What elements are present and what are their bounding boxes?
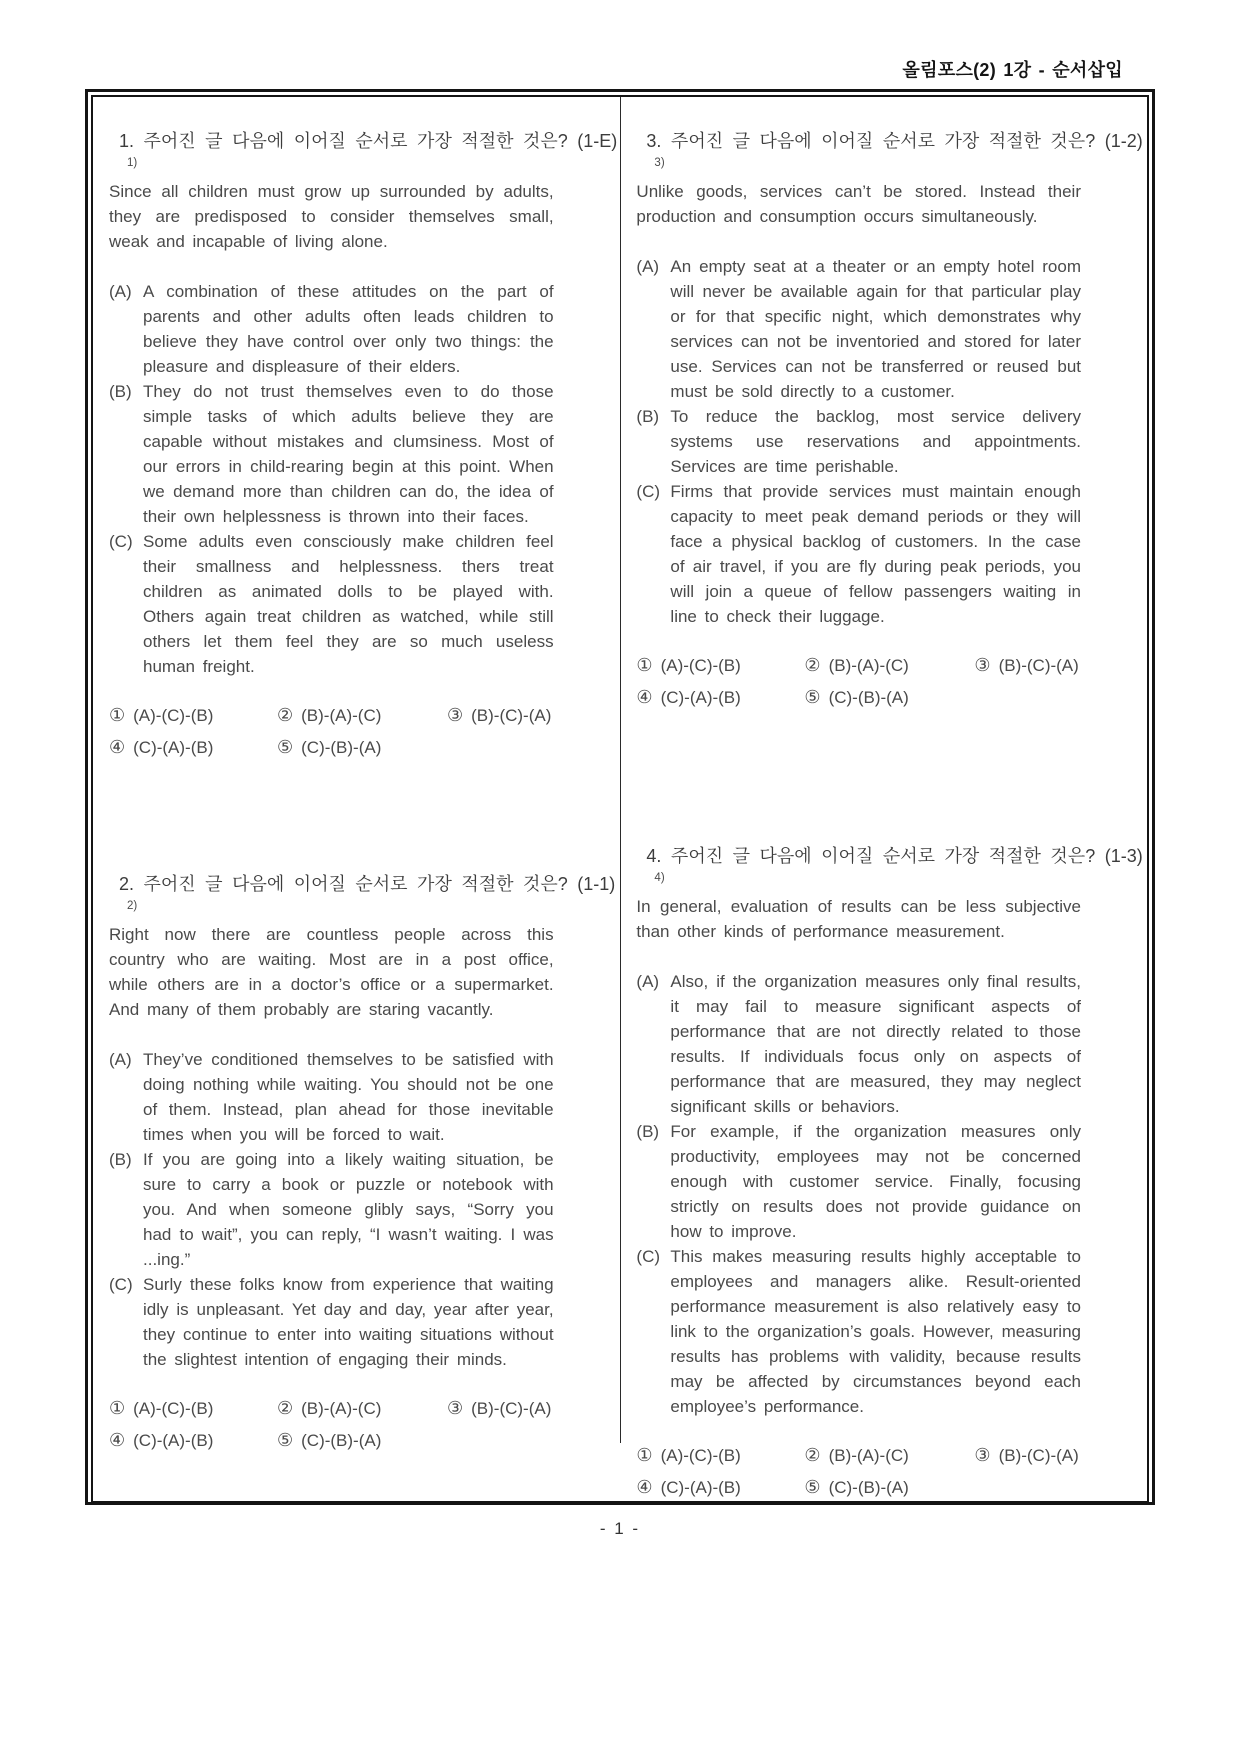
choice-text: (C)-(A)-(B)	[133, 738, 214, 757]
item-label: (A)	[636, 972, 660, 991]
question-1-item-b	[109, 379, 554, 529]
choice-marker: ④	[636, 687, 653, 707]
item-text: Some adults even consciously make children feel their smallness and helplessness. thers treat children as animated dolls to be played with. Others again treat children as watched, while still others let them feel they are so much useless human freight.	[143, 532, 554, 676]
header-title: 올림포스(2) 1강 - 순서삽입	[902, 60, 1123, 80]
question-2-choice-3	[447, 1396, 554, 1421]
choice-text: (C)-(A)-(B)	[660, 688, 741, 707]
question-3-choice-1	[636, 653, 804, 678]
question-2-choices	[109, 1396, 554, 1453]
question-1-choice-4	[109, 735, 277, 760]
question-4-choices	[636, 1443, 1081, 1500]
item-text: Also, if the organization measures only final results, it may fail to measure significant aspects of performance that are not directly related to those results. If individuals focus only on aspects of performance that are measured, they may neglect significant skills or behaviors.	[670, 972, 1081, 1116]
question-4-choice-2	[804, 1443, 974, 1468]
question-1-item-a	[109, 279, 554, 379]
choice-text: (C)-(A)-(B)	[133, 1431, 214, 1450]
choice-text: (C)-(A)-(B)	[660, 1478, 741, 1497]
item-label: (B)	[636, 1122, 660, 1141]
question-2-choice-1	[109, 1396, 277, 1421]
worksheet-border-box	[85, 89, 1155, 1505]
choice-marker: ④	[109, 737, 126, 757]
choice-marker: ①	[636, 1445, 653, 1465]
item-label: (A)	[109, 1050, 132, 1069]
choice-text: (C)-(B)-(A)	[828, 1478, 909, 1497]
choice-text: (C)-(B)-(A)	[301, 1431, 382, 1450]
question-3	[636, 127, 1143, 710]
question-4-item-a	[636, 969, 1081, 1119]
page-number: - 1 -	[599, 1519, 641, 1538]
left-column	[93, 97, 620, 1501]
question-2-choice-5	[277, 1428, 447, 1453]
question-2-item-a	[109, 1047, 554, 1147]
question-1-choice-1	[109, 703, 277, 728]
item-text: For example, if the organization measures only productivity, employees may not be concerned enough with customer service. Finally, focusing strictly on results does not provide guidance on how to improve.	[670, 1122, 1081, 1241]
question-4-choice-3	[974, 1443, 1081, 1468]
page-footer	[0, 1519, 1240, 1539]
question-4-passage: In general, evaluation of results can be less subjective than other kinds of performance measurement.	[636, 897, 1081, 941]
item-text: To reduce the backlog, most service delivery systems use reservations and appointments. Services are time perishable.	[670, 407, 1081, 476]
question-2-title: 2. 주어진 글 다음에 이어질 순서로 가장 적절한 것은? (1-1)	[119, 874, 616, 894]
question-1-passage: Since all children must grow up surrounded by adults, they are predisposed to consider themselves small, weak and incapable of living alone.	[109, 182, 554, 251]
choice-marker: ③	[974, 655, 991, 675]
choice-marker: ②	[277, 1398, 294, 1418]
item-label: (B)	[109, 1150, 132, 1169]
question-2-passage: Right now there are countless people across this country who are waiting. Most are in a post office, while others are in a doctor’s office or a supermarket. And many of them probably are staring vacantly.	[109, 925, 554, 1019]
choice-marker: ①	[109, 705, 126, 725]
choice-marker: ①	[109, 1398, 126, 1418]
item-label: (A)	[109, 282, 132, 301]
question-3-choice-5	[804, 685, 974, 710]
choice-text: (B)-(A)-(C)	[828, 1446, 909, 1465]
question-3-choice-3	[974, 653, 1081, 678]
question-2-item-c	[109, 1272, 554, 1372]
question-2-items	[109, 1047, 554, 1372]
choice-marker: ②	[277, 705, 294, 725]
question-4	[636, 842, 1143, 1500]
item-label: (C)	[109, 1275, 133, 1294]
item-label: (C)	[109, 532, 133, 551]
question-2-item-b	[109, 1147, 554, 1272]
question-3-item-b	[636, 404, 1081, 479]
item-text: Surly these folks know from experience that waiting idly is unpleasant. Yet day and day, year after year, they continue to enter into waiting situations without the slightest intention of engaging their minds.	[143, 1275, 554, 1369]
item-text: A combination of these attitudes on the part of parents and other adults often leads children to believe they have control over only two things: the pleasure and displeasure of their elders.	[143, 282, 554, 376]
question-1-title: 1. 주어진 글 다음에 이어질 순서로 가장 적절한 것은? (1-E)	[119, 131, 618, 151]
question-3-item-a	[636, 254, 1081, 404]
choice-marker: ⑤	[277, 1430, 294, 1450]
choice-marker: ④	[109, 1430, 126, 1450]
question-4-title: 4. 주어진 글 다음에 이어질 순서로 가장 적절한 것은? (1-3)	[646, 846, 1143, 866]
question-3-choice-4	[636, 685, 804, 710]
choice-marker: ②	[804, 655, 821, 675]
question-3-passage: Unlike goods, services can’t be stored. Instead their production and consumption occurs simultaneously.	[636, 182, 1081, 226]
item-label: (C)	[636, 482, 661, 501]
choice-text: (B)-(C)-(A)	[998, 656, 1079, 675]
item-text: They’ve conditioned themselves to be satisfied with doing nothing while waiting. You should not be one of them. Instead, plan ahead for those inevitable times when you will be forced to wait.	[143, 1050, 554, 1144]
page-header	[91, 0, 1149, 82]
choice-marker: ③	[974, 1445, 991, 1465]
choice-marker: ③	[447, 1398, 464, 1418]
choice-text: (A)-(C)-(B)	[133, 1399, 214, 1418]
question-3-title: 3. 주어진 글 다음에 이어질 순서로 가장 적절한 것은? (1-2)	[646, 131, 1143, 151]
item-text: An empty seat at a theater or an empty hotel room will never be available again for that particular play or for that specific night, which demonstrates why services can not be inventoried and stored for later use. Services can not be transferred or reused but must be sold directly to a customer.	[670, 257, 1081, 401]
question-3-choices	[636, 653, 1081, 710]
choice-text: (A)-(C)-(B)	[660, 656, 741, 675]
question-1	[109, 127, 618, 760]
choice-text: (B)-(A)-(C)	[828, 656, 909, 675]
right-column	[620, 97, 1147, 1501]
choice-text: (A)-(C)-(B)	[133, 706, 214, 725]
choice-text: (B)-(C)-(A)	[471, 1399, 552, 1418]
choice-marker: ④	[636, 1477, 653, 1497]
choice-marker: ②	[804, 1445, 821, 1465]
question-1-choices	[109, 703, 554, 760]
question-4-item-b	[636, 1119, 1081, 1244]
question-3-item-c	[636, 479, 1081, 629]
choice-marker: ③	[447, 705, 464, 725]
question-4-choice-4	[636, 1475, 804, 1500]
question-2-choice-4	[109, 1428, 277, 1453]
question-4-choice-5	[804, 1475, 974, 1500]
choice-marker: ⑤	[277, 737, 294, 757]
choice-text: (A)-(C)-(B)	[660, 1446, 741, 1465]
item-label: (B)	[636, 407, 660, 426]
question-3-items	[636, 254, 1081, 629]
question-1-item-c	[109, 529, 554, 679]
choice-text: (B)-(C)-(A)	[471, 706, 552, 725]
item-label: (C)	[636, 1247, 661, 1266]
choice-text: (C)-(B)-(A)	[828, 688, 909, 707]
choice-marker: ⑤	[804, 687, 821, 707]
item-text: If you are going into a likely waiting situation, be sure to carry a book or puzzle or notebook with you. And when someone glibly says, “Sorry you had to wait”, you can reply, “I wasn’t waiting. I was ...ing.”	[143, 1150, 554, 1269]
item-label: (A)	[636, 257, 660, 276]
choice-text: (C)-(B)-(A)	[301, 738, 382, 757]
question-1-items	[109, 279, 554, 679]
item-text: Firms that provide services must maintain enough capacity to meet peak demand periods or they will face a physical backlog of customers. In the case of air travel, if you are fly during peak periods, you will join a queue of fellow passengers waiting in line to check their luggage.	[670, 482, 1081, 626]
choice-marker: ⑤	[804, 1477, 821, 1497]
item-text: They do not trust themselves even to do those simple tasks of which adults believe they are capable without mistakes and clumsiness. Most of our errors in child-rearing begin at this point. When we demand more than children can do, the idea of their own helplessness is thrown into their faces.	[143, 382, 554, 526]
question-2-choice-2	[277, 1396, 447, 1421]
item-text: This makes measuring results highly acceptable to employees and managers alike. Result-oriented performance measurement is also relatively easy to link to the organization’s goals. However, measuring results has problems with validity, because results may be affected by circumstances beyond each employee’s performance.	[670, 1247, 1081, 1416]
question-4-item-c	[636, 1244, 1081, 1419]
question-2	[109, 870, 616, 1453]
question-4-footnote-marker: 4)	[654, 872, 665, 884]
question-3-choice-2	[804, 653, 974, 678]
choice-text: (B)-(A)-(C)	[301, 1399, 382, 1418]
question-3-footnote-marker: 3)	[654, 157, 665, 169]
question-1-footnote-marker: 1)	[127, 157, 138, 169]
question-1-choice-5	[277, 735, 447, 760]
worksheet-inner-box	[91, 95, 1149, 1503]
question-4-choice-1	[636, 1443, 804, 1468]
choice-text: (B)-(C)-(A)	[998, 1446, 1079, 1465]
question-1-choice-2	[277, 703, 447, 728]
question-4-items	[636, 969, 1081, 1419]
question-1-choice-3	[447, 703, 554, 728]
choice-marker: ①	[636, 655, 653, 675]
item-label: (B)	[109, 382, 132, 401]
question-2-footnote-marker: 2)	[127, 900, 138, 912]
choice-text: (B)-(A)-(C)	[301, 706, 382, 725]
